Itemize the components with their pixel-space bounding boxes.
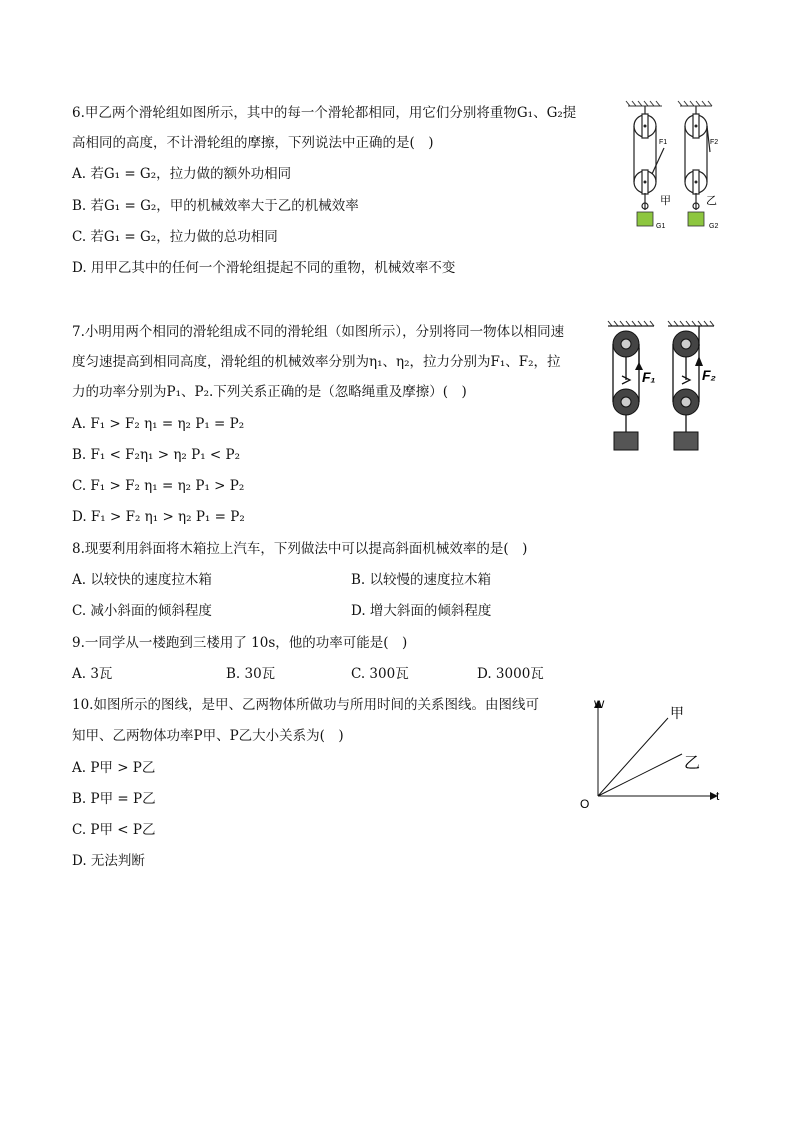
q6-option-d[interactable]: D. 用甲乙其中的任何一个滑轮组提起不同的重物，机械效率不变 xyxy=(72,260,456,276)
q10-option-d[interactable]: D. 无法判断 xyxy=(72,853,145,869)
label-line-jia: 甲 xyxy=(670,706,684,722)
q10-wt-graph xyxy=(578,694,728,818)
label-origin: O xyxy=(580,797,590,811)
q10-stem-line2: 知甲、乙两物体功率P甲、P乙大小关系为( ) xyxy=(72,728,344,744)
q6-stem-line1: 6.甲乙两个滑轮组如图所示，其中的每一个滑轮都相同，用它们分别将重物G₁、G₂提 xyxy=(72,105,577,121)
q9-option-d[interactable]: D. 3000瓦 xyxy=(477,666,544,682)
q8-stem: 8.现要利用斜面将木箱拉上汽车，下列做法中可以提高斜面机械效率的是( ) xyxy=(72,541,528,557)
ceiling-right xyxy=(678,101,712,106)
q10-option-b[interactable]: B. P甲 = P乙 xyxy=(72,791,156,807)
q6-option-b[interactable]: B. 若G₁ = G₂，甲的机械效率大于乙的机械效率 xyxy=(72,198,359,214)
q7-option-c[interactable]: C. F₁ > F₂ η₁ = η₂ P₁ > P₂ xyxy=(72,478,245,494)
q8-option-c[interactable]: C. 减小斜面的倾斜程度 xyxy=(72,603,212,619)
q10-option-c[interactable]: C. P甲 < P乙 xyxy=(72,822,156,838)
q7-option-a[interactable]: A. F₁ > F₂ η₁ = η₂ P₁ = P₂ xyxy=(72,416,245,432)
label-jia: 甲 xyxy=(660,194,671,207)
q6-option-a[interactable]: A. 若G₁ = G₂，拉力做的额外功相同 xyxy=(72,166,292,182)
label-f2: F₂ xyxy=(702,367,716,383)
q9-option-b[interactable]: B. 30瓦 xyxy=(226,666,276,682)
q10-stem-line1: 10.如图所示的图线，是甲、乙两物体所做功与所用时间的关系图线。由图线可 xyxy=(72,697,539,713)
q6-option-c[interactable]: C. 若G₁ = G₂，拉力做的总功相同 xyxy=(72,229,278,245)
weight-g1 xyxy=(637,212,653,226)
label-f1: F1 xyxy=(659,139,668,146)
label-f1: F₁ xyxy=(642,369,656,385)
label-w: W xyxy=(594,699,605,711)
q8-option-b[interactable]: B. 以较慢的速度拉木箱 xyxy=(351,572,492,588)
q7-option-b[interactable]: B. F₁ < F₂η₁ > η₂ P₁ < P₂ xyxy=(72,447,241,463)
q7-stem-line2: 度匀速提高到相同高度，滑轮组的机械效率分别为η₁、η₂，拉力分别为F₁、F₂，拉 xyxy=(72,354,561,370)
weight-right xyxy=(674,432,698,450)
label-g2: G2 xyxy=(709,223,719,230)
ceiling-left xyxy=(626,101,662,106)
weight-left xyxy=(614,432,638,450)
line-yi xyxy=(598,754,682,796)
q10-option-a[interactable]: A. P甲 > P乙 xyxy=(72,760,156,776)
q7-stem-line1: 7.小明用两个相同的滑轮组成不同的滑轮组（如图所示），分别将同一物体以相同速 xyxy=(72,324,565,340)
q6-pulley-figure xyxy=(624,100,734,235)
q9-option-a[interactable]: A. 3瓦 xyxy=(72,666,113,682)
label-g1: G1 xyxy=(656,223,666,230)
label-yi: 乙 xyxy=(706,194,717,207)
label-f2: F2 xyxy=(710,139,719,146)
q8-option-d[interactable]: D. 增大斜面的倾斜程度 xyxy=(351,603,492,619)
q7-pulley-figure xyxy=(604,320,722,454)
label-t: t xyxy=(716,789,720,803)
q6-stem-line2: 高相同的高度，不计滑轮组的摩擦，下列说法中正确的是( ) xyxy=(72,135,434,151)
label-line-yi: 乙 xyxy=(684,753,701,772)
q7-stem-line3: 力的功率分别为P₁、P₂.下列关系正确的是（忽略绳重及摩擦）( ) xyxy=(72,384,467,400)
weight-g2 xyxy=(688,212,704,226)
q7-option-d[interactable]: D. F₁ > F₂ η₁ > η₂ P₁ = P₂ xyxy=(72,509,245,525)
q9-option-c[interactable]: C. 300瓦 xyxy=(351,666,409,682)
line-jia xyxy=(598,718,668,796)
q9-stem: 9.一同学从一楼跑到三楼用了 10s，他的功率可能是( ) xyxy=(72,635,408,651)
q8-option-a[interactable]: A. 以较快的速度拉木箱 xyxy=(72,572,212,588)
